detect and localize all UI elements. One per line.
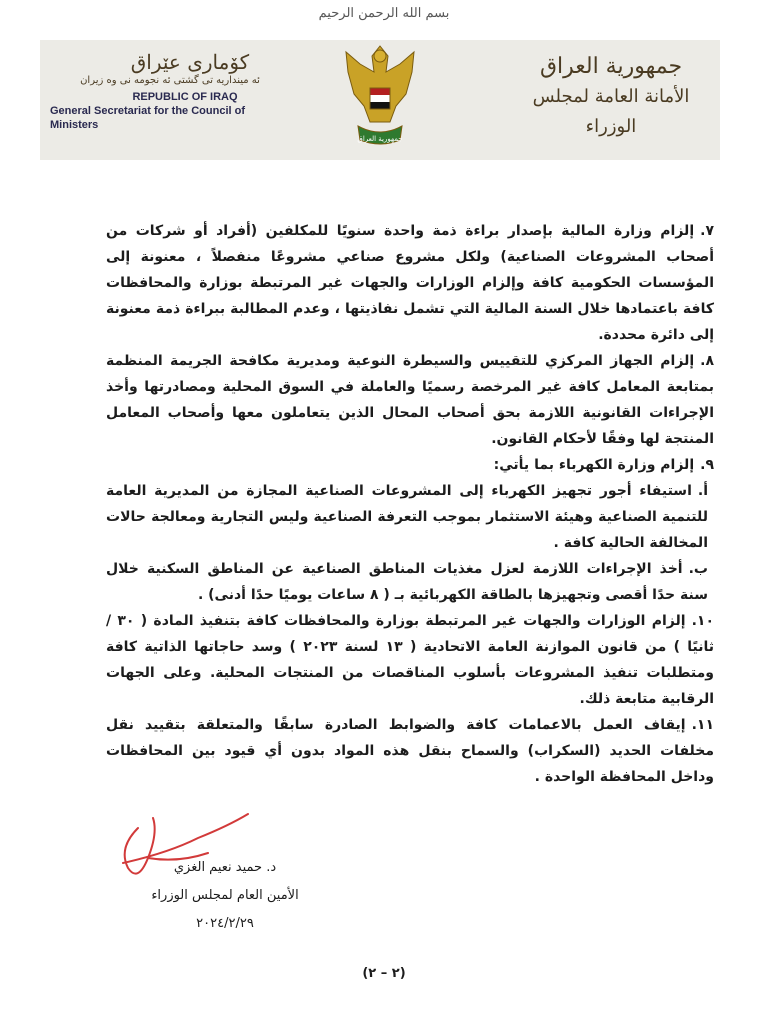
clause-number: ٨. [700, 353, 714, 369]
clause-7 [106, 218, 714, 348]
clause-10 [106, 608, 714, 712]
english-title: REPUBLIC OF IRAQ [132, 91, 238, 103]
subclause-letter: ب. [688, 561, 708, 577]
clause-number: ٧. [700, 223, 714, 239]
subclause-letter: أ. [697, 483, 708, 499]
arabic-subtitle: الأمانة العامة لمجلس الوزراء [532, 86, 690, 137]
kurdish-subtitle: ئه مینداریه تی گشتی ئه نجومه نی وه زیران [80, 75, 260, 86]
signature-date: ٢٠٢٤/٢/٢٩ [196, 916, 254, 931]
clause-number: ٩. [700, 457, 714, 473]
signatory-name: د. حميد نعيم الغزي [173, 860, 277, 875]
signatory-title: الأمين العام لمجلس الوزراء [151, 888, 299, 903]
clause-9-a [106, 478, 714, 556]
subclause-text: استيفاء أجور تجهيز الكهرباء إلى المشروعات الصناعية المجازة من المديرية العامة للتنمية الصناعية وهيئة الاستثمار بموجب التعرفة الصناعية وليس التجارية ومعالجة حالات المخالفة الحالية كافة . [106, 483, 708, 551]
letterhead-left [50, 50, 290, 132]
clause-text: إلزام وزارة الكهرباء بما يأتي: [493, 457, 695, 473]
clause-text: إلزام الجهاز المركزي للتقييس والسيطرة النوعية ومديرية مكافحة الجريمة المنظمة بمتابعة المعامل كافة غير المرخصة رسميًا والعاملة في السوق المحلية ومصادرتها وأخذ الإجراءات القانونية اللازمة بحق أصحاب المحال الذين يتعاملون معها وأصحاب المعامل المنتجة لها وفقًا لأحكام القانون. [106, 353, 714, 447]
english-subtitle: General Secretariat for the Council of Ministers [50, 105, 245, 131]
clause-text: إلزام وزارة المالية بإصدار براءة ذمة واحدة سنويًا للمكلفين (أفراد أو شركات من أصحاب المشروعات الصناعية) ولكل مشروع صناعي مشروعًا منفصلاً ، معنونة إلى المؤسسات الحكومية كافة وإلزام الوزارات والجهات غير المرتبطة بوزارة والمحافظات كافة باعتمادها خلال السنة المالية التي تشمل نفاذيتها ، وعدم المطالبة ببراءة ذمة معنونة إلى دائرة محددة. [106, 223, 714, 343]
clause-number: ١٠. [691, 613, 714, 629]
clause-9 [106, 452, 714, 478]
clause-text: إيقاف العمل بالاعمامات كافة والضوابط الصادرة سابقًا والمتعلقة بتقييد نقل مخلفات الحديد (السكراب) والسماح بنقل هذه المواد بدون أي قيود بين المحافظات وداخل المحافظة الواحدة . [106, 717, 714, 785]
signature-block [140, 854, 310, 938]
iraq-eagle-emblem-icon [340, 42, 420, 158]
clause-11 [106, 712, 714, 790]
basmala: بسم الله الرحمن الرحيم [318, 6, 450, 21]
clause-number: ١١. [691, 717, 714, 733]
emblem-label: جمهورية العراق [357, 135, 403, 143]
page-number: (٢ – ٢) [362, 966, 406, 981]
kurdish-title: كۆماری عێراق [130, 50, 250, 74]
document-body [106, 218, 714, 790]
subclause-text: أخذ الإجراءات اللازمة لعزل مغذيات المناطق الصناعية عن المناطق السكنية خلال سنة حدًا أقصى وتجهيزها بالطاقة الكهربائية بـ ( ٨ ساعات يوميًا حدًا أدنى) . [106, 561, 708, 603]
clause-9-b [106, 556, 714, 608]
arabic-title: جمهورية العراق [539, 54, 683, 79]
clause-8 [106, 348, 714, 452]
clause-text: إلزام الوزارات والجهات غير المرتبطة بوزارة والمحافظات كافة بتنفيذ المادة ( ٣٠ / ثانيًا ) من قانون الموازنة العامة الاتحادية ( ١٣ لسنة ٢٠٢٣ ) وسد حاجاتها الذاتية كافة ومتطلبات تنفيذ المشروعات بأسلوب المناقصات من المنتجات المحلية. وعلى الجهات الرقابية متابعة ذلك. [106, 613, 714, 707]
letterhead [40, 40, 720, 160]
letterhead-right [516, 52, 706, 142]
